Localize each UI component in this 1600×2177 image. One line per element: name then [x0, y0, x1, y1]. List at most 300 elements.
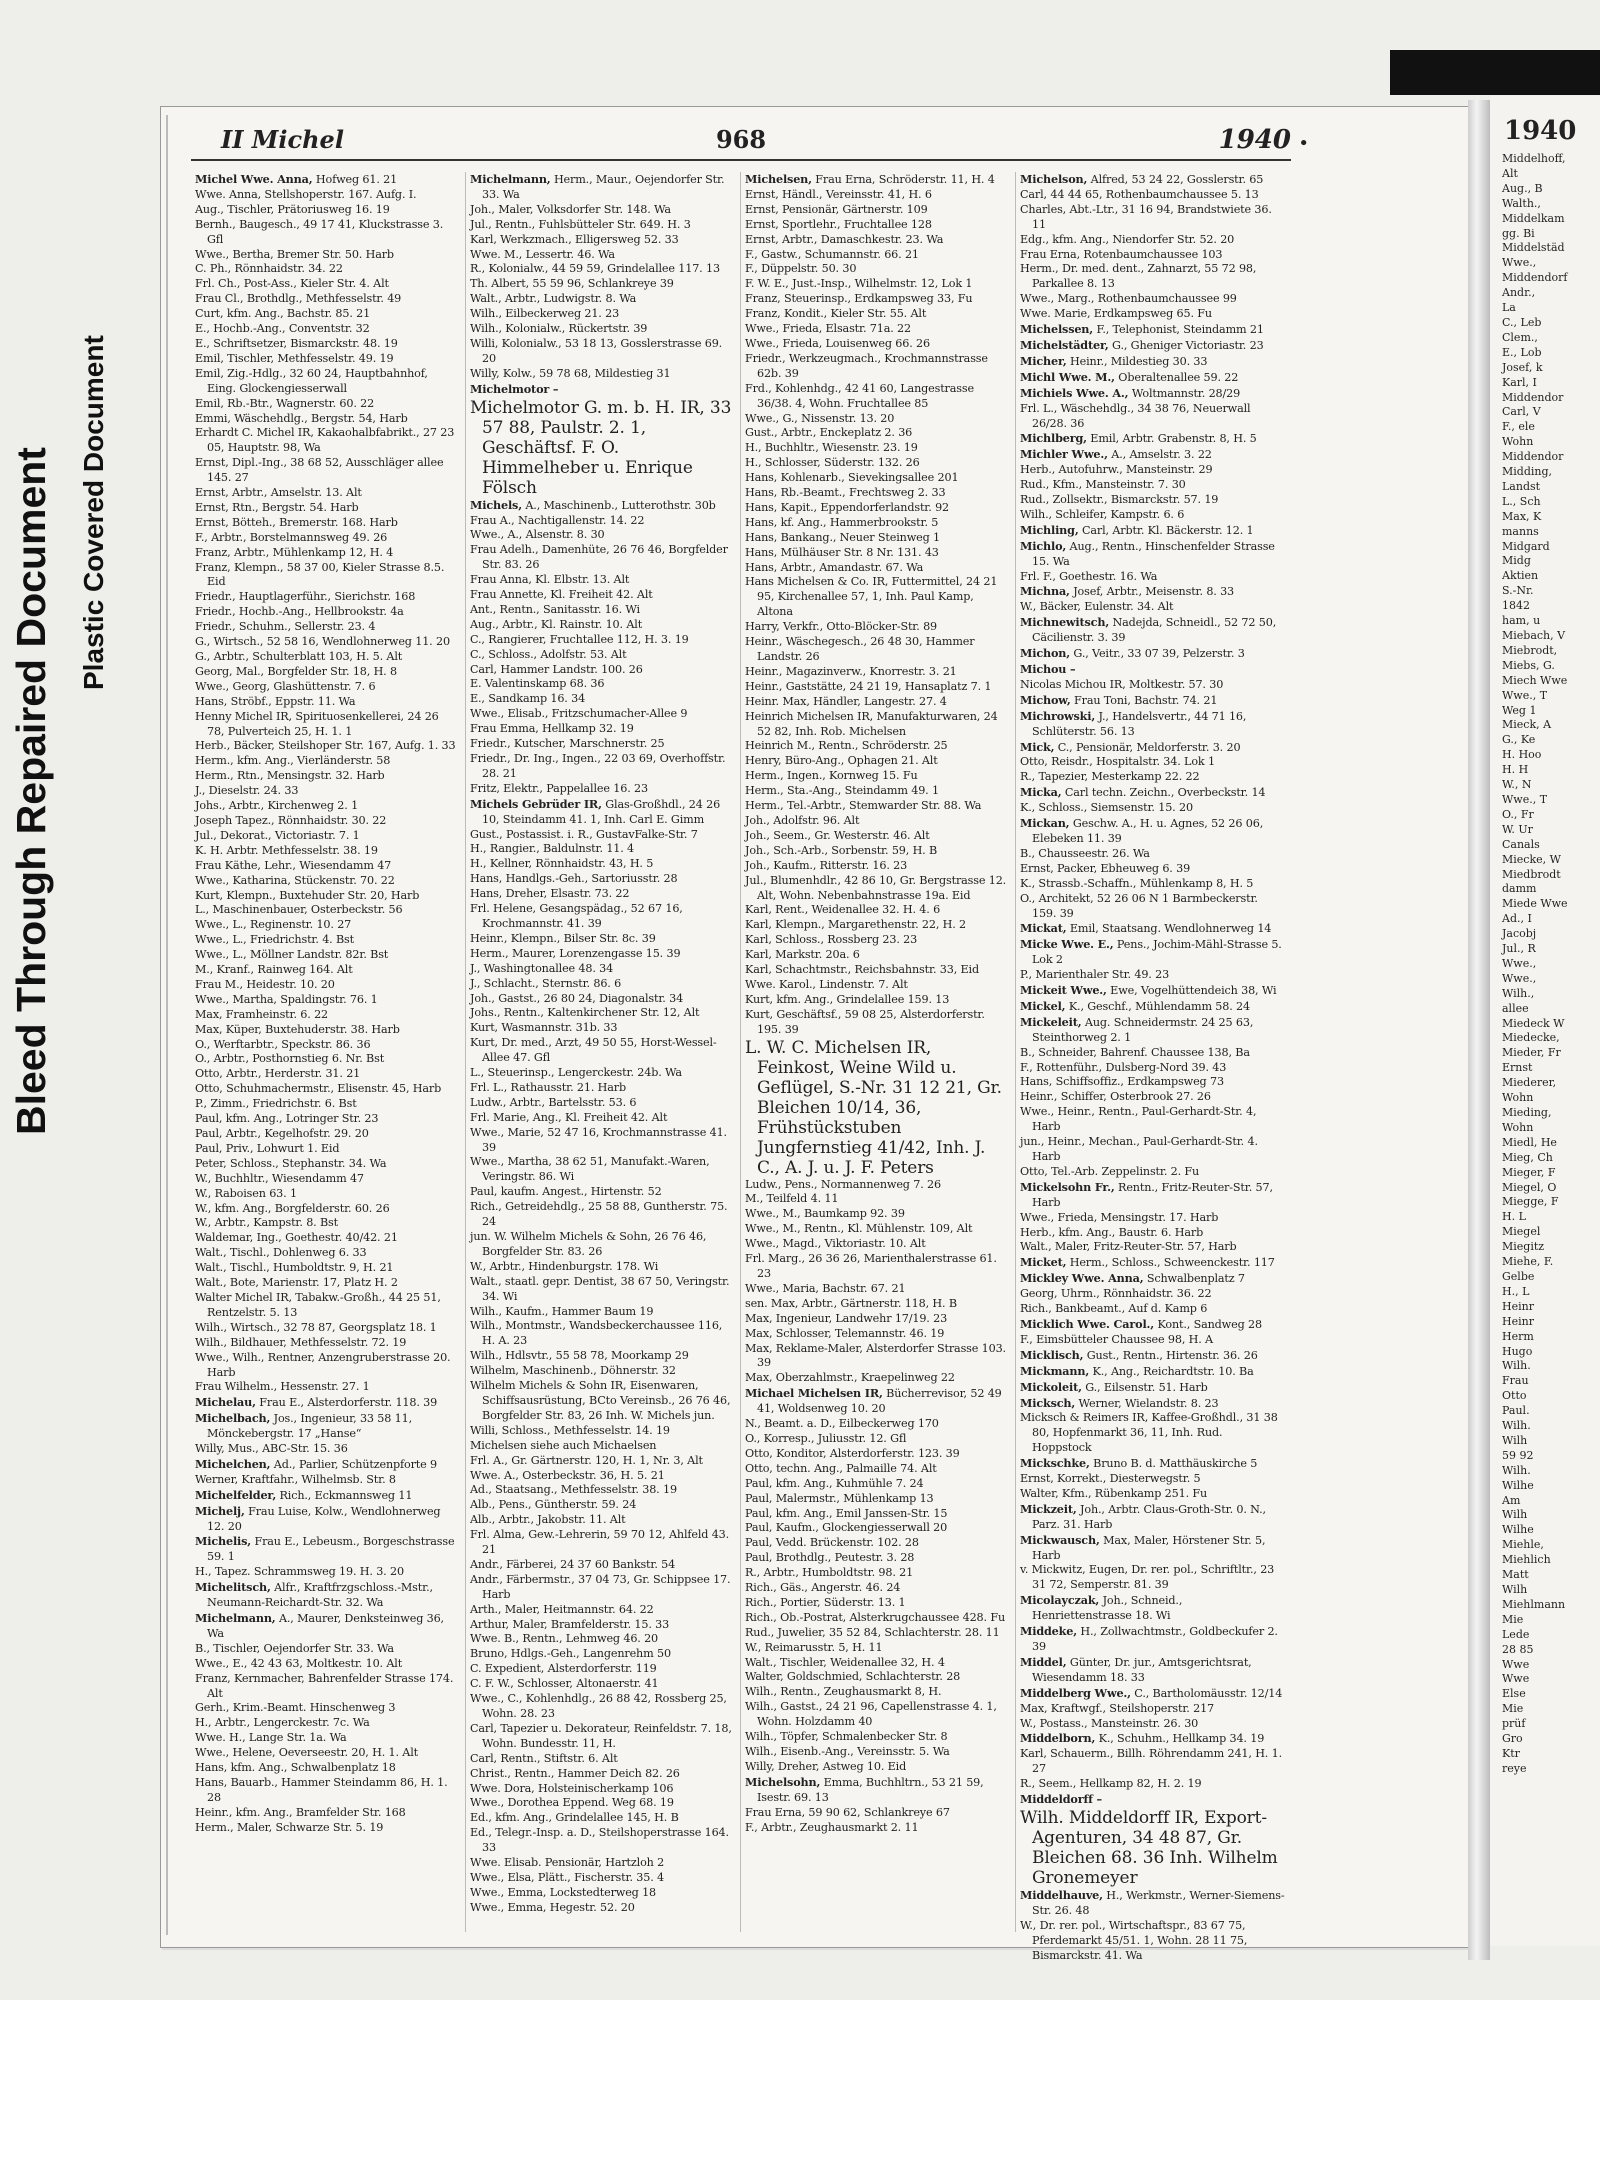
directory-entry: Wwe., Elisab., Fritzschumacher-Allee 9	[470, 707, 688, 721]
book-spine	[1468, 100, 1490, 1960]
directory-entry: Walt., Maler, Fritz-Reuter-Str. 57, Harb	[1020, 1240, 1237, 1254]
directory-entry: Wwe., Heinr., Rentn., Paul-Gerhardt-Str. 4, Harb	[1020, 1105, 1257, 1134]
next-page-line: Wilh.	[1502, 1419, 1531, 1433]
directory-entry: Frau M., Heidestr. 10. 20	[195, 977, 335, 991]
directory-entry: Michelj, Frau Luise, Kolw., Wendlohnerweg 12. 20	[195, 1503, 441, 1533]
directory-entry: Micka, Carl techn. Zeichn., Overbeckstr. 14	[1020, 785, 1266, 800]
next-page-line: Wilh.,	[1502, 986, 1535, 1000]
directory-entry: Wwe. Elisab. Pensionär, Hartzloh 2	[470, 1856, 665, 1870]
directory-entry: Wilh., Gastst., 24 21 96, Capellenstrasse 4. 1, Wohn. Holzdamm 40	[745, 1700, 997, 1729]
directory-entry: Mickmann, K., Ang., Reichardtstr. 10. Ba	[1020, 1363, 1254, 1378]
directory-entry: Michler Wwe., A., Amselstr. 3. 22	[1020, 447, 1212, 462]
directory-entry: Walt., Arbtr., Ludwigstr. 8. Wa	[470, 292, 637, 306]
directory-entry: Herm., Dr. med. dent., Zahnarzt, 55 72 98, Parkallee 8. 13	[1020, 262, 1257, 291]
directory-entry: O., Korresp., Juliusstr. 12. Gfl	[745, 1431, 907, 1445]
next-page-line: Heinr	[1502, 1314, 1534, 1328]
next-page-line: manns	[1502, 524, 1539, 538]
directory-entry: jun. W. Wilhelm Michels & Sohn, 26 76 46, Borgfelder Str. 83. 26	[470, 1230, 707, 1258]
directory-entry: W., Raboisen 63. 1	[195, 1186, 297, 1200]
directory-entry: Rich., Portier, Süderstr. 13. 1	[745, 1595, 906, 1609]
next-page-line: allee	[1502, 1001, 1529, 1015]
directory-entry: H., Rangier., Baldulnstr. 11. 4	[470, 842, 635, 856]
next-page-fragment	[1490, 96, 1600, 1946]
directory-entry: Gust., Postassist. i. R., GustavFalke-Str. 7	[470, 827, 698, 841]
next-page-line: Wohn	[1502, 1120, 1534, 1134]
directory-entry: Willy, Mus., ABC-Str. 15. 36	[195, 1442, 348, 1456]
directory-entry: Hans, kf. Ang., Hammerbrookstr. 5	[745, 515, 939, 529]
directory-entry: Hans, Mülhäuser Str. 8 Nr. 131. 43	[745, 545, 939, 559]
directory-entry: O., Architekt, 52 26 06 N 1 Barmbeckerstr. 159. 39	[1020, 891, 1258, 920]
directory-entry: Rud., Zollsektr., Bismarckstr. 57. 19	[1020, 493, 1219, 507]
directory-entry: Hans, kfm. Ang., Schwalbenplatz 18	[195, 1761, 396, 1775]
next-page-line: Aktien	[1502, 569, 1539, 583]
directory-entry: Joseph Tapez., Rönnhaidstr. 30. 22	[195, 813, 387, 827]
directory-entry: Wwe., Frieda, Mensingstr. 17. Harb	[1020, 1210, 1219, 1224]
directory-entry: Carl, Rentn., Stiftstr. 6. Alt	[470, 1751, 618, 1765]
directory-entry: Ernst, Korrekt., Diesterwegstr. 5	[1020, 1472, 1201, 1486]
directory-entry: Joh., Seem., Gr. Westerstr. 46. Alt	[745, 828, 930, 842]
directory-entry: Hans Michelsen & Co. IR, Futtermittel, 24 21 95, Kirchenallee 57, 1, Inh. Paul Kamp, Altona	[745, 575, 998, 619]
directory-entry: Max, Reklame-Maler, Alsterdorfer Strasse 103. 39	[745, 1341, 1006, 1370]
next-page-line: damm	[1502, 882, 1537, 896]
directory-entry: Wwe., E., 42 43 63, Moltkestr. 10. Alt	[195, 1656, 403, 1670]
directory-entry: Micher, Heinr., Mildestieg 30. 33	[1020, 353, 1208, 368]
directory-entry: Alb., Arbtr., Jakobstr. 11. Alt	[470, 1513, 626, 1527]
directory-entry: Franz, Kondit., Kieler Str. 55. Alt	[745, 307, 927, 321]
next-page-line: L., Sch	[1502, 494, 1541, 508]
directory-entry: L., Maschinenbauer, Osterbeckstr. 56	[195, 903, 403, 917]
next-page-line: Wilh.	[1502, 1463, 1531, 1477]
directory-entry: W., Bäcker, Eulenstr. 34. Alt	[1020, 600, 1174, 614]
header-section-title: II Michel	[221, 125, 344, 154]
next-page-line: Wwe	[1502, 1657, 1530, 1671]
next-page-line: Ad., I	[1502, 912, 1532, 926]
directory-entry: Frau Emma, Hellkamp 32. 19	[470, 722, 634, 736]
directory-entry: Friedr., Schuhm., Sellerstr. 23. 4	[195, 620, 376, 634]
directory-entry: K. H. Arbtr. Methfesselstr. 38. 19	[195, 843, 378, 857]
directory-entry: Max, Küper, Buxtehuderstr. 38. Harb	[195, 1022, 400, 1036]
directory-entry: Micolayczak, Joh., Schneid., Henriettenstrasse 18. Wi	[1020, 1593, 1183, 1623]
directory-entry: Walter, Goldschmied, Schlachterstr. 28	[745, 1670, 961, 1684]
directory-entry: R., Arbtr., Humboldtstr. 98. 21	[745, 1566, 914, 1580]
next-page-line: Miecke, W	[1502, 852, 1561, 866]
directory-entry: C. Expedient, Alsterdorferstr. 119	[470, 1662, 657, 1676]
directory-entry: Frau Cl., Brothdlg., Methfesselstr. 49	[195, 292, 402, 306]
directory-entry: Charles, Abt.-Ltr., 31 16 94, Brandstwiete 36. 11	[1020, 202, 1272, 231]
directory-entry: M., Kranf., Rainweg 164. Alt	[195, 963, 353, 977]
directory-entry: Werner, Kraftfahr., Wilhelmsb. Str. 8	[195, 1472, 396, 1486]
directory-entry: Middeldorff –	[1020, 1792, 1102, 1807]
column-1	[191, 172, 466, 1932]
directory-entry: Paul, Vedd. Brückenstr. 102. 28	[745, 1536, 919, 1550]
next-page-line: Midding,	[1502, 465, 1553, 479]
next-page-line: reye	[1502, 1761, 1527, 1775]
directory-entry: Wwe., A., Alsenstr. 8. 30	[470, 528, 605, 542]
directory-entry: Otto, Reisdr., Hospitalstr. 34. Lok 1	[1020, 755, 1215, 769]
directory-entry: Herm., Ingen., Kornweg 15. Fu	[745, 769, 918, 783]
directory-entry: Hans, Rb.-Beamt., Frechtsweg 2. 33	[745, 486, 946, 500]
directory-entry: Michon, G., Veitr., 33 07 39, Pelzerstr. 3	[1020, 646, 1245, 661]
directory-entry: Hans, Schiffsoffiz., Erdkampsweg 73	[1020, 1075, 1224, 1089]
directory-entry: Johs., Rentn., Kaltenkirchener Str. 12, Alt	[470, 1006, 700, 1020]
directory-entry: Herm., Maler, Schwarze Str. 5. 19	[195, 1820, 384, 1834]
directory-entry: Micklisch, Gust., Rentn., Hirtenstr. 36. 26	[1020, 1347, 1258, 1362]
directory-entry: Wwe. A., Osterbeckstr. 36, H. 5. 21	[470, 1468, 665, 1482]
directory-entry: Mickeit Wwe., Ewe, Vogelhüttendeich 38, Wi	[1020, 983, 1277, 998]
directory-entry: Wwe., G., Nissenstr. 13. 20	[745, 411, 895, 425]
directory-entry: Jul., Rentn., Fuhlsbütteler Str. 649. H. 3	[470, 217, 691, 231]
directory-entry: Peter, Schloss., Stephanstr. 34. Wa	[195, 1156, 387, 1170]
directory-entry: Ernst, Händl., Vereinsstr. 41, H. 6	[745, 187, 932, 201]
directory-entry: Michelis, Frau E., Lebeusm., Borgeschstrasse 59. 1	[195, 1534, 455, 1564]
directory-entry: Wwe., Marg., Rothenbaumchaussee 99	[1020, 292, 1237, 306]
directory-entry: W., Arbtr., Kampstr. 8. Bst	[195, 1216, 338, 1230]
directory-entry: Michelitsch, Alfr., Kraftfrzgschloss.-Mstr., Neumann-Reichardt-Str. 32. Wa	[195, 1580, 433, 1610]
directory-entry: Paul, Arbtr., Kegelhofstr. 29. 20	[195, 1127, 369, 1140]
next-page-line: Miederer,	[1502, 1076, 1557, 1090]
directory-entry: Mickwausch, Max, Maler, Hörstener Str. 5, Harb	[1020, 1532, 1266, 1562]
directory-entry: Hans, Bankang., Neuer Steinweg 1	[745, 530, 941, 544]
directory-entry: Mickat, Emil, Staatsang. Wendlohnerweg 14	[1020, 921, 1272, 936]
next-page-line: Wwe.,	[1502, 256, 1537, 270]
directory-entry: Franz, Klempn., 58 37 00, Kieler Strasse 8.5. Eid	[195, 560, 445, 589]
directory-entry: Ernst, Arbtr., Amselstr. 13. Alt	[195, 486, 362, 500]
next-page-line: G., Ke	[1502, 733, 1536, 747]
directory-entry: Karl, Markstr. 20a. 6	[745, 948, 860, 962]
directory-entry: Hans, Handlgs.-Geh., Sartoriusstr. 28	[470, 872, 678, 886]
directory-entry: Frau Anna, Kl. Elbstr. 13. Alt	[470, 573, 630, 587]
directory-entry: Wilh., Eisenb.-Ang., Vereinsstr. 5. Wa	[745, 1745, 950, 1758]
next-page-line: Hugo	[1502, 1344, 1533, 1358]
directory-entry: Ernst, Rtn., Bergstr. 54. Harb	[195, 500, 359, 514]
next-page-line: Middelhoff,	[1502, 152, 1566, 165]
directory-entry: Joh., Maler, Volksdorfer Str. 148. Wa	[470, 202, 671, 216]
directory-entry: Mickan, Geschw. A., H. u. Agnes, 52 26 06, Elebeken 11. 39	[1020, 816, 1264, 845]
directory-entry: H., Kellner, Rönnhaidstr. 43, H. 5	[470, 857, 654, 871]
next-page-line: Gelbe	[1502, 1269, 1535, 1283]
directory-entry: Herm., Maurer, Lorenzengasse 15. 39	[470, 946, 681, 960]
directory-entry: Willy, Kolw., 59 78 68, Mildestieg 31	[470, 366, 671, 380]
directory-entry: Wwe., M., Rentn., Kl. Mühlenstr. 109, Alt	[745, 1222, 973, 1236]
directory-entry: Frd., Kohlenhdg., 42 41 60, Langestrasse 36/38. 4, Wohn. Fruchtallee 85	[745, 381, 974, 410]
directory-entry: Michelfelder, Rich., Eckmannsweg 11	[195, 1487, 413, 1502]
directory-entry: Heinr., Schiffer, Osterbrook 27. 26	[1020, 1090, 1211, 1104]
directory-entry: Wilh., Rentn., Zeughausmarkt 8, H.	[745, 1685, 942, 1699]
next-page-line: Jul., R	[1502, 942, 1536, 956]
directory-entry: C., Schloss., Adolfstr. 53. Alt	[470, 647, 627, 661]
directory-entry: Georg, Mal., Borgfelder Str. 18, H. 8	[195, 664, 397, 678]
directory-entry: Middelborn, K., Schuhm., Hellkamp 34. 19	[1020, 1731, 1265, 1746]
directory-entry: Curt, kfm. Ang., Bachstr. 85. 21	[195, 307, 371, 321]
next-page-line: La	[1502, 301, 1516, 315]
next-page-line: Mieg, Ch	[1502, 1150, 1553, 1164]
directory-entry: Michael Michelsen IR, Bücherrevisor, 52 49 41, Woldsenweg 10. 20	[745, 1386, 1002, 1416]
directory-entry: W., Dr. rer. pol., Wirtschaftspr., 83 67 75, Pferdemarkt 45/51. 1, Wohn. 28 11 75, Bismarckstr. 41. Wa	[1020, 1918, 1248, 1962]
next-page-line: Wohn	[1502, 1091, 1534, 1105]
next-page-line: H. H	[1502, 763, 1529, 777]
directory-entry: Otto, techn. Ang., Palmaille 74. Alt	[745, 1461, 937, 1475]
next-page-line: Miehe, F.	[1502, 1255, 1554, 1269]
directory-entry: Micksch, Werner, Wielandstr. 8. 23	[1020, 1395, 1219, 1410]
next-page-line: 28 85	[1502, 1642, 1534, 1656]
directory-entry: Otto, Konditor, Alsterdorferstr. 123. 39	[745, 1446, 960, 1460]
next-page-line: Miegel	[1502, 1225, 1541, 1239]
directory-entry: Arth., Maler, Heitmannstr. 64. 22	[470, 1602, 654, 1616]
next-page-line: Canals	[1502, 837, 1540, 851]
next-page-line: Miebach, V	[1502, 629, 1566, 642]
next-page-line: 59 92	[1502, 1448, 1534, 1462]
directory-entry: Max, Oberzahlmstr., Kraepelinweg 22	[745, 1371, 955, 1385]
directory-entry: Frl. Ch., Post-Ass., Kieler Str. 4. Alt	[195, 277, 389, 291]
next-page-line: 1842	[1502, 599, 1530, 613]
directory-entry: Paul, kfm. Ang., Kuhmühle 7. 24	[745, 1476, 924, 1490]
directory-entry: Wwe., Helene, Oeverseestr. 20, H. 1. Alt	[195, 1746, 419, 1760]
next-page-line: Lede	[1502, 1627, 1530, 1641]
directory-entry: O., Arbtr., Posthornstieg 6. Nr. Bst	[195, 1052, 385, 1066]
directory-entry: Frau Käthe, Lehr., Wiesendamm 47	[195, 858, 392, 872]
next-page-line: Miegel, O	[1502, 1180, 1557, 1194]
directory-entry: Heinr., Gaststätte, 24 21 19, Hansaplatz 7. 1	[745, 679, 992, 693]
directory-entry: Middeke, H., Zollwachtmstr., Goldbeckufer 2. 39	[1020, 1624, 1278, 1653]
directory-entry: Wilh., Hdlsvtr., 55 58 78, Moorkamp 29	[470, 1349, 689, 1363]
directory-entry: Mickschke, Bruno B. d. Matthäuskirche 5	[1020, 1456, 1258, 1471]
directory-entry: Ed., Telegr.-Insp. a. D., Steilshoperstrasse 164. 33	[470, 1826, 729, 1855]
next-page-line: Carl, V	[1502, 405, 1541, 419]
next-page-line: Mie	[1502, 1612, 1524, 1626]
directory-entry: Walt., Tischl., Dohlenweg 6. 33	[195, 1246, 367, 1260]
directory-entry: Franz, Arbtr., Mühlenkamp 12, H. 4	[195, 545, 394, 559]
directory-entry: Frau A., Nachtigallenstr. 14. 22	[470, 513, 645, 527]
directory-entry: C. F. W., Schlosser, Altonaerstr. 41	[470, 1677, 659, 1691]
directory-entry: Bernh., Baugesch., 49 17 41, Kluckstrasse 3. Gfl	[195, 217, 444, 246]
directory-entry: P., Marienthaler Str. 49. 23	[1020, 968, 1170, 982]
directory-entry: Hans, Arbtr., Amandastr. 67. Wa	[745, 560, 924, 574]
directory-entry: Wwe. H., Lange Str. 1a. Wa	[195, 1731, 347, 1745]
directory-entry: Wwe., Bertha, Bremer Str. 50. Harb	[195, 247, 394, 261]
directory-entry: Max, Schlosser, Telemannstr. 46. 19	[745, 1326, 945, 1340]
directory-entry: Heinr. Max, Händler, Langestr. 27. 4	[745, 694, 947, 708]
directory-entry: Andr., Färbermstr., 37 04 73, Gr. Schippsee 17. Harb	[470, 1572, 731, 1601]
directory-entry: Heinr., Wäschegesch., 26 48 30, Hammer Landstr. 26	[745, 635, 975, 663]
next-page-line: Wilh	[1502, 1583, 1528, 1596]
directory-entry: Frau Erna, 59 90 62, Schlankreye 67	[745, 1805, 950, 1819]
directory-entry: Wilh., Eilbeckerweg 21. 23	[470, 307, 620, 321]
directory-entry: Michlberg, Emil, Arbtr. Grabenstr. 8, H. 5	[1020, 431, 1257, 446]
directory-entry: Fritz, Elektr., Pappelallee 16. 23	[470, 781, 648, 795]
directory-entry: Michling, Carl, Arbtr. Kl. Bäckerstr. 12. 1	[1020, 522, 1254, 537]
next-page-line: Mieder, Fr	[1502, 1046, 1561, 1060]
directory-entry: Heinrich M., Rentn., Schröderstr. 25	[745, 739, 948, 753]
directory-entry: E. Valentinskamp 68. 36	[470, 677, 605, 691]
directory-entry: Ed., kfm. Ang., Grindelallee 145, H. B	[470, 1811, 679, 1825]
directory-entry: Mickley Wwe. Anna, Schwalbenplatz 7	[1020, 1271, 1245, 1286]
directory-entry: Emil, Rb.-Btr., Wagnerstr. 60. 22	[195, 396, 375, 410]
directory-entry: Karl, Rent., Weidenallee 32. H. 4. 6	[745, 903, 941, 917]
directory-entry: H., Schlosser, Süderstr. 132. 26	[745, 456, 920, 470]
directory-entry: Franz, Kernmacher, Bahrenfelder Strasse 174. Alt	[195, 1671, 454, 1700]
next-page-line: Ktr	[1502, 1746, 1520, 1760]
directory-entry: Wwe., L., Reginenstr. 10. 27	[195, 918, 352, 932]
next-page-line: Karl, I	[1502, 375, 1537, 389]
directory-entry: Joh., Sch.-Arb., Sorbenstr. 59, H. B	[745, 843, 938, 857]
next-page-line: Landst	[1502, 479, 1541, 493]
directory-entry: Michelmotor –	[470, 381, 559, 396]
directory-entry: Herb., Autofuhrw., Mansteinstr. 29	[1020, 463, 1213, 477]
directory-entry: Karl, Schloss., Rossberg 23. 23	[745, 933, 918, 947]
directory-entry: Hans, Kapit., Eppendorferlandstr. 92	[745, 500, 950, 514]
directory-entry: Ernst, Packer, Ebheuweg 6. 39	[1020, 861, 1191, 875]
directory-entry: J., Washingtonallee 48. 34	[470, 961, 614, 975]
directory-entry: Otto, Tel.-Arb. Zeppelinstr. 2. Fu	[1020, 1164, 1200, 1178]
directory-entry: Michelson, Alfred, 53 24 22, Gosslerstr. 65	[1020, 172, 1264, 186]
directory-entry: Carl, Tapezier u. Dekorateur, Reinfeldstr. 7. 18, Wohn. Bundesstr. 11, H.	[470, 1721, 732, 1750]
directory-entry: Rud., Kfm., Mansteinstr. 7. 30	[1020, 478, 1186, 492]
next-page-line: H. Hoo	[1502, 748, 1542, 762]
directory-entry: Wwe., C., Kohlenhdlg., 26 88 42, Rossberg 25, Wohn. 28. 23	[470, 1692, 727, 1720]
directory-entry: F., Arbtr., Borstelmannsweg 49. 26	[195, 530, 388, 544]
next-page-line: Wwe.,	[1502, 971, 1537, 985]
directory-entry: Mickel, K., Geschf., Mühlendamm 58. 24	[1020, 998, 1250, 1013]
header-year: 1940	[1218, 125, 1291, 155]
directory-entry: Walt., Tischl., Humboldtstr. 9, H. 21	[195, 1261, 394, 1275]
directory-entry: Michou –	[1020, 662, 1076, 676]
directory-entry: Wwe. B., Rentn., Lehmweg 46. 20	[470, 1632, 659, 1646]
directory-entry: Kurt, Klempn., Buxtehuder Str. 20, Harb	[195, 888, 420, 902]
directory-entry: J., Dieselstr. 24. 33	[195, 784, 299, 798]
directory-entry: Ernst, Arbtr., Damaschkestr. 23. Wa	[745, 232, 944, 246]
directory-entry: Kurt, Dr. med., Arzt, 49 50 55, Horst-Wessel-Allee 47. Gfl	[470, 1036, 717, 1065]
next-page-line: H., L	[1502, 1284, 1530, 1298]
directory-entry: Gust., Arbtr., Enckeplatz 2. 36	[745, 426, 913, 440]
next-page-year: 1940	[1504, 116, 1577, 146]
directory-entry: Walt., Bote, Marienstr. 17, Platz H. 2	[195, 1276, 398, 1290]
next-page-line: E., Lob	[1502, 345, 1542, 359]
directory-entry: Wwe., M., Baumkamp 92. 39	[745, 1207, 905, 1221]
directory-entry: Harry, Verkfr., Otto-Blöcker-Str. 89	[745, 620, 938, 634]
directory-entry: Michelchen, Ad., Parlier, Schützenpforte 9	[195, 1456, 437, 1471]
directory-entry: Wwe. Marie, Erdkampsweg 65. Fu	[1020, 307, 1212, 321]
directory-entry: Joh., Adolfstr. 96. Alt	[745, 813, 860, 827]
directory-entry: Friedr., Hochb.-Ang., Hellbrookstr. 4a	[195, 605, 404, 619]
directory-entry: Alb., Pens., Güntherstr. 59. 24	[470, 1498, 637, 1512]
directory-entry: Gerh., Krim.-Beamt. Hinschenweg 3	[195, 1701, 396, 1715]
next-page-line: Wilh.	[1502, 1359, 1531, 1373]
directory-entry: F., Gastw., Schumannstr. 66. 21	[745, 247, 919, 261]
directory-entry: Georg, Uhrm., Rönnhaidstr. 36. 22	[1020, 1287, 1212, 1301]
directory-entry: B., Chausseestr. 26. Wa	[1020, 846, 1150, 860]
next-page-line: Andr.,	[1502, 286, 1536, 300]
next-page-line: Gro	[1502, 1732, 1523, 1746]
directory-entry: Ernst, Pensionär, Gärtnerstr. 109	[745, 202, 928, 216]
next-page-line: Wwe.,	[1502, 956, 1537, 970]
directory-entry: Heinr., Magazinverw., Knorrestr. 3. 21	[745, 664, 957, 678]
directory-entry: Michna, Josef, Arbtr., Meisenstr. 8. 33	[1020, 584, 1235, 599]
directory-entry: Paul, Priv., Lohwurt 1. Eid	[195, 1141, 340, 1155]
directory-entry: W., Buchhltr., Wiesendamm 47	[195, 1171, 364, 1185]
directory-entry: Frau Wilhelm., Hessenstr. 27. 1	[195, 1380, 370, 1394]
directory-entry: Willi, Schloss., Methfesselstr. 14. 19	[470, 1423, 670, 1437]
next-page-line: Frau	[1502, 1374, 1529, 1388]
next-page-line: Wwe., T	[1502, 688, 1548, 702]
directory-entry: Otto, Arbtr., Herderstr. 31. 21	[195, 1067, 361, 1081]
next-page-line: prüf	[1502, 1717, 1526, 1731]
next-page-line: gg. Bi	[1502, 226, 1535, 240]
next-page-line: Miehle,	[1502, 1538, 1544, 1552]
directory-entry: Emil, Tischler, Methfesselstr. 49. 19	[195, 351, 394, 365]
directory-entry: Mickoleit, G., Eilsenstr. 51. Harb	[1020, 1379, 1208, 1394]
next-page-line: Otto	[1502, 1389, 1527, 1403]
directory-entry: Frl. L., Wäschehdlg., 34 38 76, Neuerwall 26/28. 36	[1020, 401, 1251, 430]
directory-entry: Michelssen, F., Telephonist, Steindamm 21	[1020, 322, 1264, 337]
directory-entry: Micke Wwe. E., Pens., Jochim-Mähl-Strasse 5. Lok 2	[1020, 937, 1282, 967]
directory-entry: Wilh., Wirtsch., 32 78 87, Georgsplatz 18. 1	[195, 1320, 437, 1334]
next-page-line: Middelkam	[1502, 211, 1565, 225]
directory-entry: Walter Michel IR, Tabakw.-Großh., 44 25 51, Rentzelstr. 5. 13	[195, 1290, 441, 1319]
directory-entry: Frau Erna, Rotenbaumchaussee 103	[1020, 247, 1223, 261]
directory-entry: Michow, Frau Toni, Bachstr. 74. 21	[1020, 692, 1218, 707]
directory-entry: W., Reimarusstr. 5, H. 11	[745, 1640, 883, 1654]
directory-entry: Herm., Tel.-Arbtr., Stemwarder Str. 88. Wa	[745, 799, 982, 813]
directory-entry: jun., Heinr., Mechan., Paul-Gerhardt-Str. 4. Harb	[1020, 1135, 1258, 1163]
directory-entry: K., Schloss., Siemsenstr. 15. 20	[1020, 801, 1193, 815]
directory-entry: Ad., Staatsang., Methfesselstr. 38. 19	[470, 1483, 677, 1497]
directory-entry: Paul, kfm. Ang., Emil Janssen-Str. 15	[745, 1506, 948, 1520]
next-page-line: W. Ur	[1502, 822, 1533, 836]
directory-entry: Michels Gebrüder IR, Glas-Großhdl., 24 26 10, Steindamm 41. 1, Inh. Carl E. Gimm	[470, 796, 721, 826]
directory-entry: Wwe., Georg, Glashüttenstr. 7. 6	[195, 679, 376, 693]
column-2	[466, 172, 741, 1932]
directory-entry: Jul., Blumenhdlr., 42 86 10, Gr. Bergstrasse 12. Alt, Wohn. Nebenbahnstrasse 19a. Eid	[745, 873, 1007, 902]
directory-entry: Wwe., Frieda, Louisenweg 66. 26	[745, 336, 930, 350]
next-page-line: Middendor	[1502, 450, 1564, 464]
directory-entry: Aug., Tischler, Prätoriusweg 16. 19	[195, 202, 390, 216]
directory-entry: N., Beamt. a. D., Eilbeckerweg 170	[745, 1417, 939, 1431]
directory-entry: Karl, Schachtmstr., Reichsbahnstr. 33, Eid	[745, 963, 979, 977]
directory-entry: Michelsen, Frau Erna, Schröderstr. 11, H. 4	[745, 172, 995, 186]
directory-entry: Walt., staatl. gepr. Dentist, 38 67 50, Veringstr. 34. Wi	[470, 1274, 730, 1303]
directory-entry: Friedr., Dr. Ing., Ingen., 22 03 69, Overhoffstr. 28. 21	[470, 752, 726, 780]
directory-entry: Heinr., Klempn., Bilser Str. 8c. 39	[470, 931, 656, 945]
next-page-line: Midg	[1502, 554, 1531, 568]
next-page-line: Wilh	[1502, 1508, 1528, 1522]
directory-entry: Karl, Klempn., Margarethenstr. 22, H. 2	[745, 918, 967, 932]
next-page-line: H. L	[1502, 1210, 1526, 1224]
directory-entry: Frl. Alma, Gew.-Lehrerin, 59 70 12, Ahlfeld 43. 21	[470, 1528, 730, 1557]
directory-entry: Karl, Werkzmach., Elligersweg 52. 33	[470, 232, 679, 246]
directory-entry: B., Tischler, Oejendorfer Str. 33. Wa	[195, 1641, 394, 1655]
next-page-line: Miedl, He	[1502, 1135, 1557, 1149]
directory-entry: Jul., Dekorat., Victoriastr. 7. 1	[195, 828, 360, 842]
directory-entry: Mickzeit, Joh., Arbtr. Claus-Groth-Str. 0. N., Parz. 31. Harb	[1020, 1501, 1266, 1531]
directory-entry: Carl, Hammer Landstr. 100. 26	[470, 662, 643, 676]
directory-entry: Henry, Büro-Ang., Ophagen 21. Alt	[745, 754, 938, 768]
directory-entry: F., Arbtr., Zeughausmarkt 2. 11	[745, 1820, 919, 1834]
directory-entry: Max, Ingenieur, Landwehr 17/19. 23	[745, 1311, 948, 1325]
directory-entry: Middelberg Wwe., C., Bartholomäusstr. 12/14	[1020, 1685, 1283, 1700]
directory-entry: Wwe., Dorothea Eppend. Weg 68. 19	[470, 1796, 674, 1810]
directory-entry: Michelmotor G. m. b. H. IR, 33 57 88, Paulstr. 2. 1, Geschäftsf. F. O. Himmelheber u. Enrique Fölsch	[470, 397, 732, 498]
next-page-line: Josef, k	[1502, 360, 1543, 374]
directory-entry: Ludw., Arbtr., Bartelsstr. 53. 6	[470, 1095, 637, 1109]
scan-edge-mark	[1390, 50, 1600, 95]
margin-dot: •	[1298, 133, 1309, 154]
page-edge-shadow	[166, 115, 168, 1935]
directory-entry: Frl. F., Goethestr. 16. Wa	[1020, 569, 1158, 583]
directory-columns	[191, 172, 1291, 1962]
directory-entry: Michiels Wwe. A., Woltmannstr. 28/29	[1020, 385, 1241, 400]
directory-entry: Rich., Ob.-Postrat, Alsterkrugchaussee 428. Fu	[745, 1610, 1005, 1624]
plastic-covered-label: Plastic Covered Document	[78, 335, 109, 690]
